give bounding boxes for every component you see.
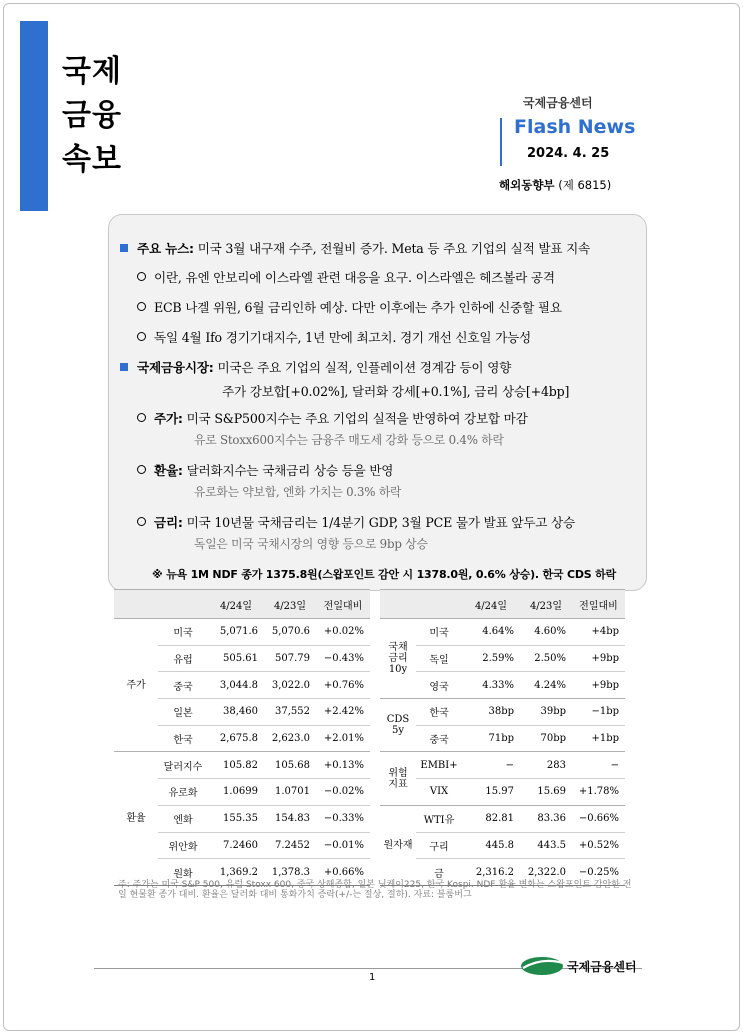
table-cell: 507.79 (264, 645, 316, 672)
group-label: CDS 5y (380, 699, 416, 752)
row-label: VIX (416, 779, 462, 806)
table-row (380, 832, 625, 859)
circle-bullet-icon (137, 302, 146, 311)
table-cell: 5,071.6 (208, 619, 264, 646)
news-item-text: 독일 4월 Ifo 경기기대지수, 1년 만에 최고치. 경기 개선 신호일 가능성 (154, 330, 532, 345)
row-label: 중국 (416, 725, 462, 752)
table-cell: −0.25% (572, 859, 625, 886)
market-table-right (380, 589, 625, 886)
news-item (137, 327, 531, 346)
circle-bullet-icon (137, 413, 146, 422)
news-heading: 주요 뉴스: (137, 241, 194, 256)
table-cell: 154.83 (264, 805, 316, 832)
market-item-sub: 유로화는 약보합, 엔화 가치는 0.3% 하락 (194, 485, 402, 499)
market-text-2: 주가 강보합[+0.02%], 달러화 강세[+0.1%], 금리 상승[+4bp] (222, 384, 570, 399)
market-item-text: 달러화지수는 국채금리 상승 등을 반영 (186, 463, 394, 478)
table-cell: −0.01% (316, 832, 370, 859)
title-line: 금융 (62, 98, 122, 133)
row-label: 유럽 (158, 645, 208, 672)
group-label: 환율 (114, 752, 158, 885)
market-item-text: 미국 10년물 국채금리는 1/4분기 GDP, 3월 PCE 물가 발표 앞두고 상승 (186, 515, 575, 530)
table-row (380, 619, 625, 646)
circle-bullet-icon (137, 465, 146, 474)
table-cell: +2.42% (316, 699, 370, 726)
row-label: 일본 (158, 699, 208, 726)
column-header: 전일대비 (316, 590, 370, 619)
table-row (114, 752, 370, 779)
table-row (380, 645, 625, 672)
issue-number: (제 6815) (558, 178, 612, 192)
table-cell: 15.97 (462, 779, 520, 806)
group-label: 원자재 (380, 805, 416, 885)
table-row (380, 725, 625, 752)
kcif-logo-icon (520, 955, 566, 977)
table-cell: 4.60% (520, 619, 572, 646)
square-bullet-icon (120, 244, 128, 252)
table-cell: +9bp (572, 645, 625, 672)
table-cell: 70bp (520, 725, 572, 752)
table-cell: −0.43% (316, 645, 370, 672)
table-cell: 7.2452 (264, 832, 316, 859)
table-cell: 2,322.0 (520, 859, 572, 886)
row-label: 금 (416, 859, 462, 886)
footnote: 주: 주가는 미국 S&P 500, 유럽 Stoxx 600, 중국 상해종합, 일본 닛케이225, 한국 Kospi. NDF 환율 변화는 스왑포인트 감안한 전일 현물환 종가 대비. 환율은 달러화 대비 통화가치 증락(+/-는 절상, 절하). 자료: 블룸버그 (118, 880, 632, 900)
news-item (137, 267, 555, 286)
table-cell: 3,044.8 (208, 672, 264, 699)
table-cell: 2.59% (462, 645, 520, 672)
org-name: 국제금융센터 (523, 96, 593, 110)
news-heading-line (120, 238, 590, 257)
market-item (137, 512, 575, 531)
table-cell: 4.24% (520, 672, 572, 699)
row-label: 독일 (416, 645, 462, 672)
row-label: 달러지수 (158, 752, 208, 779)
table-cell: +1bp (572, 725, 625, 752)
table-cell: 1,378.3 (264, 859, 316, 886)
group-label: 위험 지표 (380, 752, 416, 805)
table-cell: +0.52% (572, 832, 625, 859)
report-date: 2024. 4. 25 (527, 146, 610, 161)
table-cell: 1,369.2 (208, 859, 264, 886)
table-cell: +0.13% (316, 752, 370, 779)
group-label: 국채 금리 10y (380, 619, 416, 699)
table-row (380, 672, 625, 699)
table-cell: +0.66% (316, 859, 370, 886)
circle-bullet-icon (137, 332, 146, 341)
table-cell: −1bp (572, 699, 625, 726)
table-cell: 505.61 (208, 645, 264, 672)
table-cell: 105.68 (264, 752, 316, 779)
title-line: 국제 (62, 54, 122, 89)
market-item-sub: 독일은 미국 국채시장의 영향 등으로 9bp 상승 (194, 537, 428, 551)
table-cell: +0.76% (316, 672, 370, 699)
table-cell: 1.0701 (264, 779, 316, 806)
market-heading-line (120, 357, 511, 376)
ndf-note: ※ 뉴욕 1M NDF 종가 1375.8원(스왑포인트 감안 시 1378.0원, 0.6% 상승). 한국 CDS 하락 (152, 568, 616, 581)
market-item (137, 460, 393, 479)
table-cell: 2,316.2 (462, 859, 520, 886)
row-label: 중국 (158, 672, 208, 699)
table-row (114, 619, 370, 646)
column-header: 4/23일 (264, 590, 316, 619)
table-cell: 155.35 (208, 805, 264, 832)
table-cell: 38,460 (208, 699, 264, 726)
circle-bullet-icon (137, 272, 146, 281)
market-item-label: 주가: (154, 411, 183, 426)
column-header: 전일대비 (572, 590, 625, 619)
column-header: 4/23일 (520, 590, 572, 619)
market-item-label: 금리: (154, 515, 183, 530)
table-cell: +0.02% (316, 619, 370, 646)
table-cell: +1.78% (572, 779, 625, 806)
news-item (137, 297, 562, 316)
circle-bullet-icon (137, 517, 146, 526)
market-item (137, 408, 528, 427)
market-item-label: 환율: (154, 463, 183, 478)
table-cell: 2,675.8 (208, 725, 264, 752)
table-cell: 37,552 (264, 699, 316, 726)
market-table-left (114, 589, 370, 886)
divider (500, 118, 502, 166)
table-cell: 7.2460 (208, 832, 264, 859)
row-label: 미국 (158, 619, 208, 646)
footer-org: 국제금융센터 (567, 960, 637, 974)
table-cell: 4.64% (462, 619, 520, 646)
row-label: 위안화 (158, 832, 208, 859)
row-label: 한국 (416, 699, 462, 726)
table-cell: 283 (520, 752, 572, 779)
row-label: 영국 (416, 672, 462, 699)
page-number: 1 (369, 972, 376, 983)
table-cell: 445.8 (462, 832, 520, 859)
table-header-row (114, 590, 370, 619)
flash-news-label: Flash News (514, 116, 636, 138)
table-cell: 3,022.0 (264, 672, 316, 699)
table-cell: 39bp (520, 699, 572, 726)
row-label: 미국 (416, 619, 462, 646)
news-item-text: ECB 나겔 위원, 6월 금리인하 예상. 다만 이후에는 추가 인하에 신중할 필요 (154, 300, 562, 315)
accent-bar (20, 21, 48, 211)
table-cell: 5,070.6 (264, 619, 316, 646)
column-header: 4/24일 (462, 590, 520, 619)
group-label: 주가 (114, 619, 158, 752)
table-row (380, 805, 625, 832)
row-label: 엔화 (158, 805, 208, 832)
table-cell: −0.33% (316, 805, 370, 832)
table-cell: +4bp (572, 619, 625, 646)
news-item-text: 이란, 유엔 안보리에 이스라엘 관련 대응을 요구. 이스라엘은 헤즈볼라 공격 (154, 270, 555, 285)
table-cell: 105.82 (208, 752, 264, 779)
table-cell: −0.66% (572, 805, 625, 832)
issue-info (499, 177, 611, 193)
table-cell: 1.0699 (208, 779, 264, 806)
table-cell: +9bp (572, 672, 625, 699)
square-bullet-icon (120, 363, 128, 371)
table-cell: 83.36 (520, 805, 572, 832)
table-header-row (380, 590, 625, 619)
market-item-text: 미국 S&P500지수는 주요 기업의 실적을 반영하여 강보합 마감 (186, 411, 528, 426)
table-cell: 4.33% (462, 672, 520, 699)
table-cell: 15.69 (520, 779, 572, 806)
row-label: 한국 (158, 725, 208, 752)
table-cell: 2.50% (520, 645, 572, 672)
table-cell: − (572, 752, 625, 779)
table-cell: 71bp (462, 725, 520, 752)
table-row (380, 779, 625, 806)
page-title (62, 50, 122, 182)
table-cell: 82.81 (462, 805, 520, 832)
column-header: 4/24일 (208, 590, 264, 619)
table-cell: 2,623.0 (264, 725, 316, 752)
table-cell: +2.01% (316, 725, 370, 752)
table-row (380, 752, 625, 779)
dept: 해외동향부 (499, 178, 555, 192)
table-cell: 443.5 (520, 832, 572, 859)
row-label: WTI유 (416, 805, 462, 832)
table-cell: −0.02% (316, 779, 370, 806)
table-cell: 38bp (462, 699, 520, 726)
news-text: 미국 3월 내구재 수주, 전월비 증가. Meta 등 주요 기업의 실적 발표 지속 (197, 241, 591, 256)
table-row (380, 699, 625, 726)
market-text: 미국은 주요 기업의 실적, 인플레이션 경계감 등이 영향 (217, 360, 512, 375)
row-label: 원화 (158, 859, 208, 886)
row-label: 구리 (416, 832, 462, 859)
table-cell: − (462, 752, 520, 779)
market-item-sub: 유로 Stoxx600지수는 금융주 매도세 강화 등으로 0.4% 하락 (194, 433, 504, 447)
row-label: EMBI+ (416, 752, 462, 779)
market-heading: 국제금융시장: (137, 360, 214, 375)
title-line: 속보 (62, 142, 122, 177)
row-label: 유로화 (158, 779, 208, 806)
